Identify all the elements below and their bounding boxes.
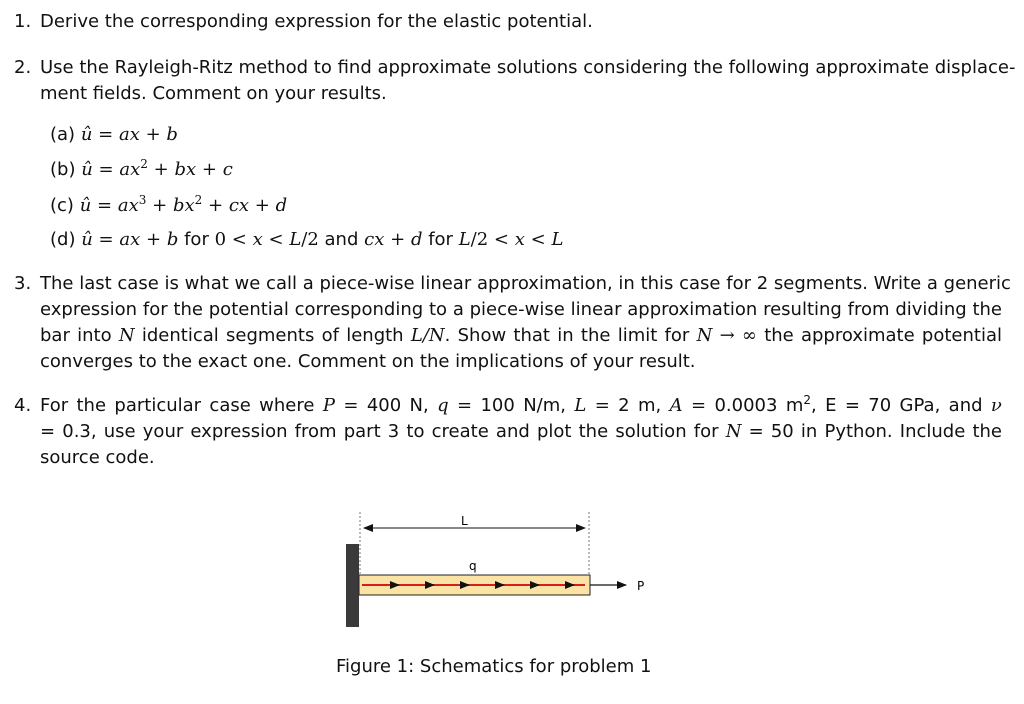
problem-4-p-value: 400 N, [366, 395, 429, 416]
subitem-d-for-2: for [428, 229, 453, 250]
subitem-b: (b) û = $ax^2$ + bx + c [50, 157, 233, 180]
problem-4-e-value: , E = 70 GPa, and [811, 395, 983, 416]
label-q: q [469, 559, 477, 573]
problem-3-bar-into: bar into [40, 325, 112, 346]
figure-caption: Figure 1: Schematics for problem 1 [336, 656, 652, 677]
problem-2-line-1: Use the Rayleigh-Ritz method to find approximate solutions considering the following approximate displace- [40, 57, 1016, 78]
subitem-d: (d) û = ax + b for 0 < x < L/2 and cx + d for L/2 < x < L [50, 229, 564, 250]
subitem-d-and: and [324, 229, 359, 250]
subitem-c: (c) û = $ax^3 + bx^2$ + cx + d [50, 193, 288, 216]
problem-4-intro: For the particular case where [40, 395, 315, 416]
problem-4-n-value: = 50 in Python. Include the [748, 421, 1002, 442]
subitem-d-label: (d) [50, 229, 76, 250]
subitem-d-for-1: for [184, 229, 209, 250]
problem-3-line-3: bar into N identical segments of length L/N. Show that in the limit for N → ∞ the approximate potential [40, 325, 1002, 346]
problem-3-line-1: The last case is what we call a piece-wise linear approximation, in this case for 2 segments. Write a generic [40, 273, 1011, 294]
item-number-1: 1. [14, 11, 32, 32]
item-number-4: 4. [14, 395, 32, 416]
problem-4-line-2: = 0.3, use your expression from part 3 to create and plot the solution for N = 50 in Python. Include the [40, 421, 1002, 442]
problem-4-nu-value: = 0.3, use your expression from part 3 to create and plot the solution for [40, 421, 719, 442]
problem-4-a-value: 0.0003 $m^2$ [714, 393, 811, 416]
problem-4-line-1: For the particular case where P = 400 N, q = 100 N/m, L = 2 m, A = 0.0003 $m^2$, E = 70 GPa, and ν [40, 393, 1002, 416]
label-L: L [461, 514, 468, 528]
problem-1-text: Derive the corresponding expression for the elastic potential. [40, 11, 593, 32]
problem-4-q-value: 100 N/m, [480, 395, 566, 416]
problem-3-line-2: expression for the potential corresponding to a piece-wise linear approximation resulting from dividing the [40, 299, 1002, 320]
subitem-a: (a) û = ax + b [50, 124, 178, 145]
problem-3-limit: . Show that in the limit for [444, 325, 690, 346]
label-P: P [637, 579, 645, 593]
problem-3-segments: identical segments of length [141, 325, 404, 346]
problem-3-approx-potential: the approximate potential [764, 325, 1002, 346]
fixed-wall [346, 544, 359, 627]
problem-4-line-3: source code. [40, 447, 155, 468]
problem-4-l-value: 2 m, [618, 395, 662, 416]
subitem-a-label: (a) [50, 124, 76, 145]
problem-2-line-2: ment fields. Comment on your results. [40, 83, 387, 104]
item-number-2: 2. [14, 57, 32, 78]
item-number-3: 3. [14, 273, 32, 294]
problem-3-line-4: converges to the exact one. Comment on the implications of your result. [40, 351, 696, 372]
subitem-c-label: (c) [50, 195, 74, 216]
bar-schematic [330, 500, 680, 640]
subitem-b-label: (b) [50, 159, 76, 180]
